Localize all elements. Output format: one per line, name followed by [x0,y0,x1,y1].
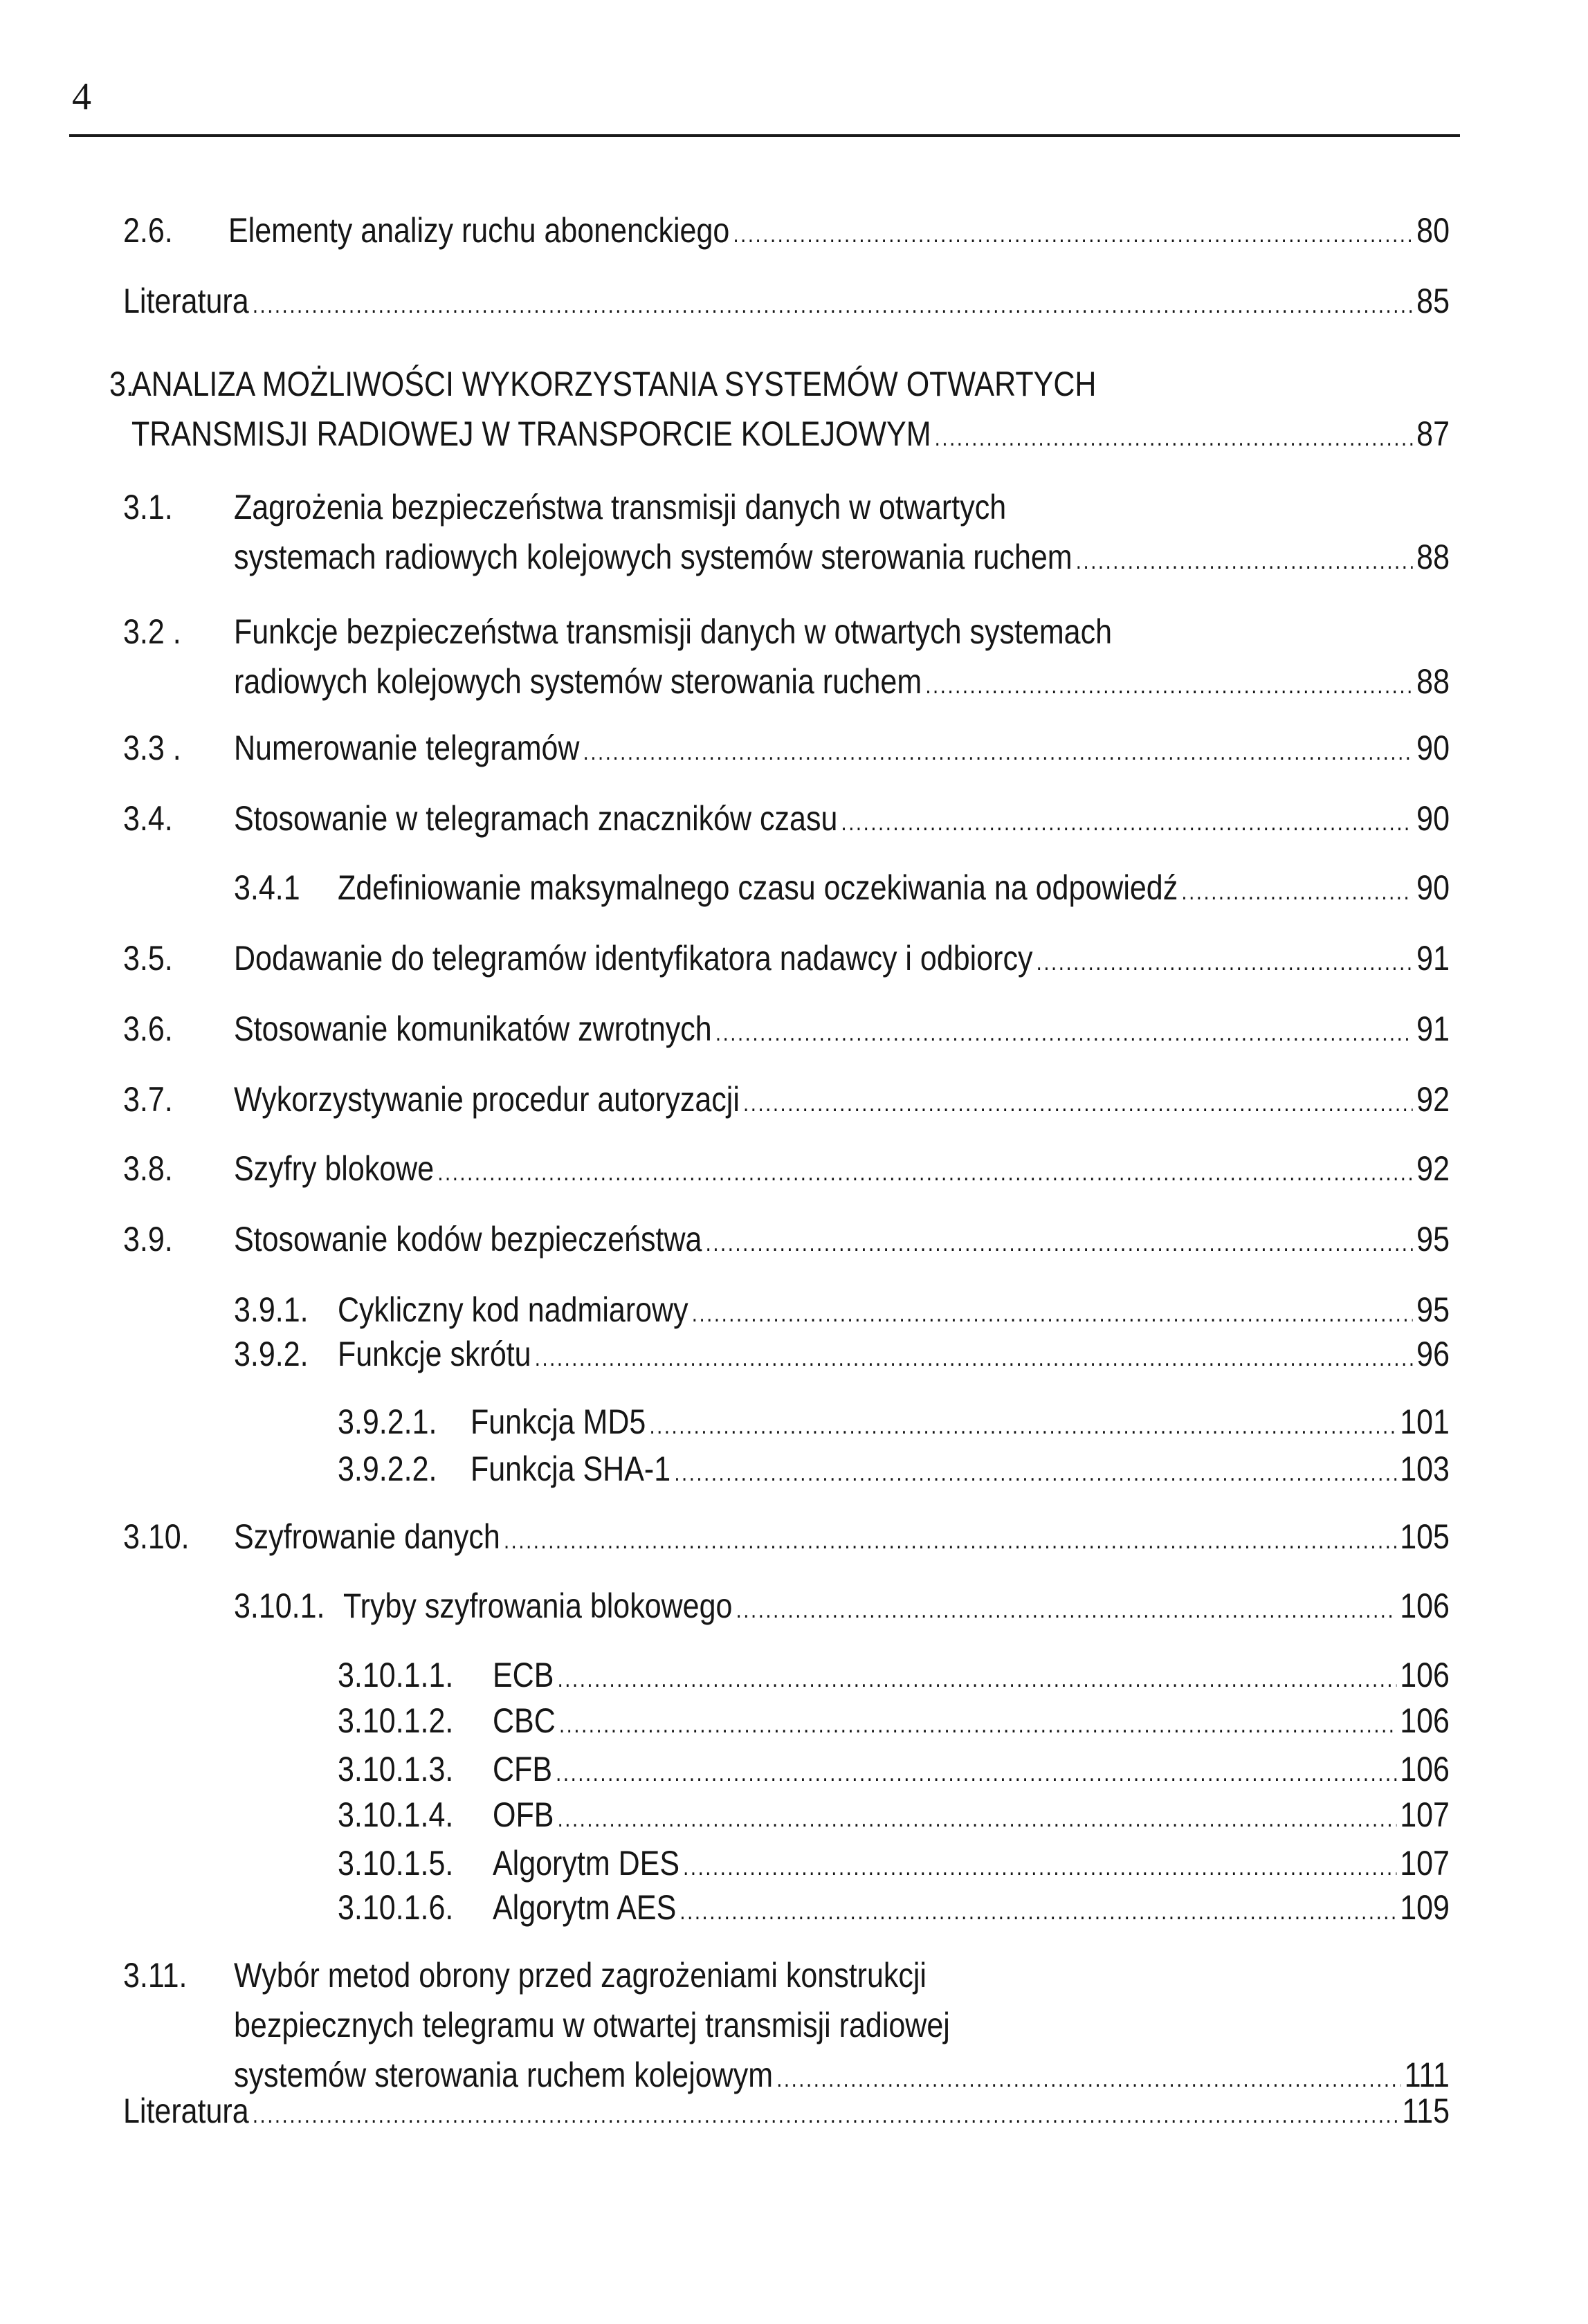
toc-entry-title: Stosowanie w telegramach znaczników czasu [233,799,838,838]
dot-leader [743,1081,1413,1126]
dot-leader [674,1450,1396,1496]
toc-entry-page: 109 [1400,1888,1450,1927]
toc-entry-number: 3.6. [122,1009,173,1048]
toc-entry-number: 3. [109,365,134,403]
toc-entry-number: 2.6. [122,211,173,250]
toc-entry-title-line: Funkcje bezpieczeństwa transmisji danych w otwartych systemach [233,612,1113,651]
dot-leader [733,212,1413,257]
dot-leader [679,1889,1396,1934]
toc-entry-page: 88 [1416,538,1450,576]
toc-entry-title: Szyfry blokowe [233,1149,435,1188]
toc-entry-title: Dodawanie do telegramów identyfikatora nadawcy i odbiorcy [233,939,1033,978]
dot-leader [437,1150,1413,1196]
toc-entry-title: CBC [492,1701,556,1740]
page-number: 4 [72,75,91,118]
toc-entry-title: radiowych kolejowych systemów sterowania ruchem [233,662,922,701]
toc-entry-title: Algorytm DES [492,1844,680,1883]
toc-entry-page: 91 [1416,939,1450,978]
toc-entry-page: 90 [1416,868,1450,907]
toc-entry-title: CFB [492,1750,552,1788]
toc-entry-page: 88 [1416,662,1450,701]
toc-entry-number: 3.1. [122,488,173,527]
dot-leader [583,729,1413,775]
toc-entry-title: ECB [492,1656,554,1694]
dot-leader [1076,538,1413,584]
toc-entry-page: 107 [1400,1795,1450,1834]
toc-entry-page: 106 [1400,1701,1450,1740]
toc-entry-number: 3.8. [122,1149,173,1188]
toc-entry-page: 111 [1404,2056,1450,2094]
toc-entry-number: 3.10. [122,1517,190,1556]
toc-entry-page: 95 [1416,1290,1450,1329]
toc-entry-title: OFB [492,1795,554,1834]
toc-entry-page: 87 [1416,414,1450,453]
toc-entry-page: 91 [1416,1009,1450,1048]
toc-entry-leader-row [234,1006,1450,1056]
toc-entry-number: 3.4. [122,799,173,838]
toc-entry-number: 3.10.1.1. [337,1656,454,1694]
toc-entry-leader-row [338,865,1450,915]
toc-entry-number: 3.3 . [122,729,181,767]
toc-entry-leader-row [234,1514,1450,1564]
toc-entry-leader-row [234,935,1450,985]
toc-entry-leader-row [493,1746,1450,1796]
toc-entry-number: 3.10.1.6. [337,1888,454,1927]
toc-entry-number: 3.2 . [122,612,181,651]
dot-leader [558,1796,1397,1842]
toc-entry-leader-row [228,208,1450,257]
toc-entry-page: 96 [1416,1335,1450,1373]
toc-entry-title: Elementy analizy ruchu abonenckiego [228,211,730,250]
toc-entry-title: Funkcja SHA-1 [470,1449,671,1488]
toc-entry-page: 90 [1416,799,1450,838]
dot-leader [935,415,1413,461]
toc-entry-title-line: bezpiecznych telegramu w otwartej transmisji radiowej [233,2006,950,2044]
toc-entry-leader-row [234,796,1450,845]
dot-leader [706,1220,1413,1266]
toc-entry-page: 85 [1416,282,1450,320]
toc-entry-title: Algorytm AES [492,1888,677,1927]
toc-entry-leader-row [493,1840,1450,1890]
toc-entry-page: 80 [1416,211,1450,250]
toc-entry-number: 3.10.1.3. [337,1750,454,1788]
toc-entry-page: 115 [1402,2092,1450,2130]
toc-entry-number: 3.10.1. [233,1586,325,1625]
toc-entry-number: 3.10.1.4. [337,1795,454,1834]
dot-leader [715,1010,1413,1056]
toc-entry-page: 92 [1416,1080,1450,1119]
toc-entry-leader-row [234,1146,1450,1196]
toc-entry-number: 3.10.1.5. [337,1844,454,1883]
toc-entry-leader-row [493,1698,1450,1748]
toc-entry-page: 90 [1416,729,1450,767]
toc-entry-title: Tryby szyfrowania blokowego [343,1586,733,1625]
toc-entry-title: Cykliczny kod nadmiarowy [337,1290,688,1329]
dot-leader [841,800,1413,845]
toc-entry-page: 103 [1400,1449,1450,1488]
toc-entry-number: 3.9. [122,1220,173,1259]
toc-entry-title: Stosowanie kodów bezpieczeństwa [233,1220,702,1259]
toc-entry-title-line: Wybór metod obrony przed zagrożeniami konstrukcji [233,1956,927,1995]
dot-leader [558,1656,1396,1702]
toc-entry-title: Wykorzystywanie procedur autoryzacji [233,1080,740,1119]
toc-entry-page: 95 [1416,1220,1450,1259]
toc-entry-leader-row [131,411,1450,461]
toc-entry-leader-row [234,534,1450,584]
toc-entry-title: systemów sterowania ruchem kolejowym [233,2056,774,2094]
toc-entry-leader-row [493,1652,1450,1702]
toc-entry-leader-row [338,1331,1450,1381]
toc-entry-leader-row [234,659,1450,708]
toc-entry-leader-row [123,278,1450,328]
toc-entry-number: 3.7. [122,1080,173,1119]
toc-entry-page: 106 [1400,1656,1450,1694]
toc-entry-title: systemach radiowych kolejowych systemów sterowania ruchem [233,538,1073,576]
toc-entry-leader-row [234,725,1450,775]
dot-leader [253,2092,1398,2138]
toc-entry-title: Literatura [122,2092,249,2130]
toc-entry-number: 3.9.2.1. [337,1402,437,1441]
dot-leader [559,1702,1396,1748]
toc-entry-title: Zdefiniowanie maksymalnego czasu oczekiwania na odpowiedź [337,868,1178,907]
toc-entry-leader-row [343,1583,1450,1633]
dot-leader [736,1587,1396,1633]
toc-entry-leader-row [234,1077,1450,1126]
toc-entry-number: 3.9.2. [233,1335,309,1373]
dot-leader [535,1335,1413,1381]
toc-entry-title: TRANSMISJI RADIOWEJ W TRANSPORCIE KOLEJOWYM [131,414,931,453]
toc-entry-number: 3.11. [122,1956,188,1995]
dot-leader [683,1845,1396,1890]
dot-leader [1181,869,1413,915]
toc-entry-leader-row [234,1216,1450,1266]
toc-entry-leader-row [123,2088,1450,2138]
dot-leader [556,1750,1396,1796]
toc-entry-leader-row [338,1287,1450,1337]
toc-entry-number: 3.10.1.2. [337,1701,454,1740]
toc-entry-leader-row [493,1792,1450,1842]
toc-entry-number: 3.5. [122,939,173,978]
dot-leader [504,1518,1396,1564]
toc-entry-title: Stosowanie komunikatów zwrotnych [233,1009,712,1048]
toc-entry-title: Szyfrowanie danych [233,1517,500,1556]
toc-entry-number: 3.9.2.2. [337,1449,437,1488]
toc-entry-title-line: Zagrożenia bezpieczeństwa transmisji danych w otwartych [233,488,1007,527]
dot-leader [692,1291,1413,1337]
toc-entry-title: Funkcja MD5 [470,1402,646,1441]
dot-leader [925,663,1413,708]
toc-entry-title: Funkcje skrótu [337,1335,531,1373]
toc-entry-page: 106 [1400,1586,1450,1625]
toc-entry-leader-row [471,1446,1450,1496]
toc-entry-leader-row [471,1399,1450,1449]
dot-leader [649,1403,1396,1449]
toc-entry-number: 3.9.1. [233,1290,309,1329]
toc-entry-title: Numerowanie telegramów [233,729,580,767]
toc-entry-number: 3.4.1 [233,868,300,907]
toc-entry-leader-row [493,1885,1450,1934]
toc-entry-page: 105 [1400,1517,1450,1556]
toc-entry-page: 92 [1416,1149,1450,1188]
dot-leader [1037,940,1413,985]
toc-entry-title: Literatura [122,282,249,320]
toc-entry-page: 106 [1400,1750,1450,1788]
toc-entry-page: 107 [1400,1844,1450,1883]
toc-entry-title-line: ANALIZA MOŻLIWOŚCI WYKORZYSTANIA SYSTEMÓW OTWARTYCH [131,365,1097,403]
dot-leader [253,282,1413,328]
toc-entry-page: 101 [1400,1402,1450,1441]
